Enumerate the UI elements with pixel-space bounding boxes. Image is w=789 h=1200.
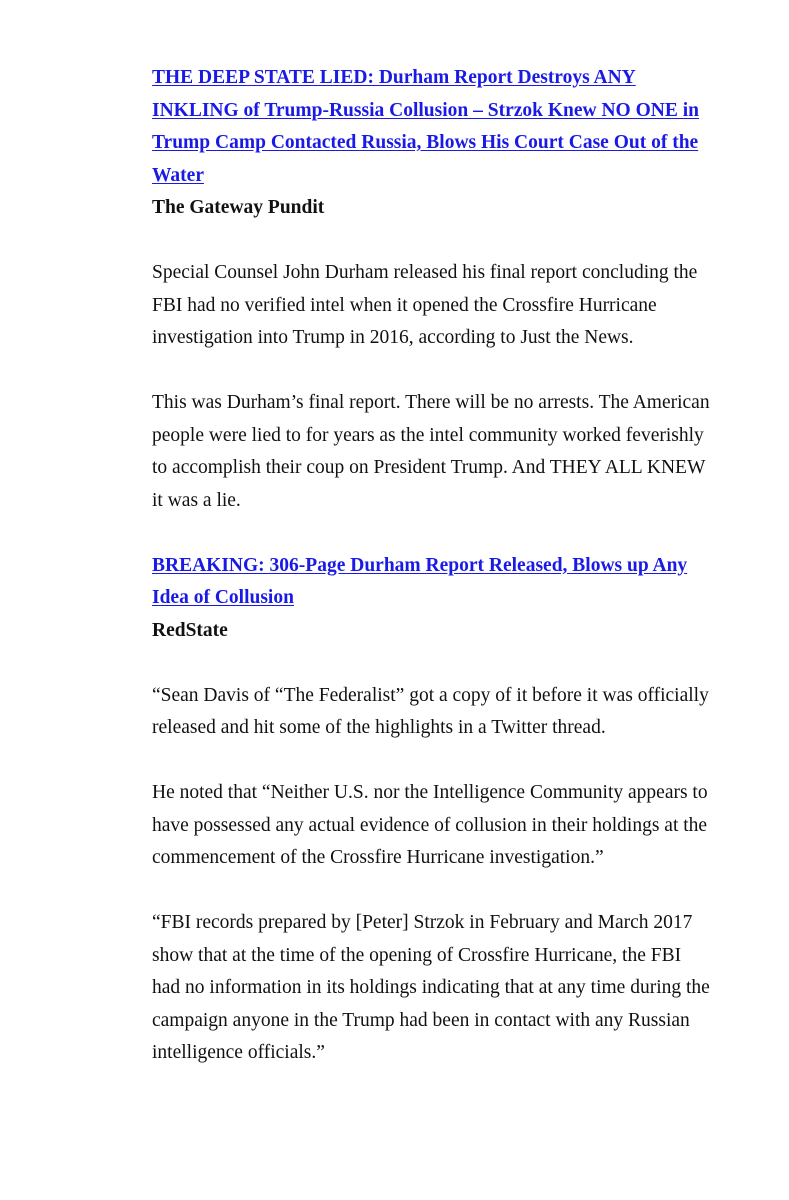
article-1 xyxy=(152,62,712,517)
article-2-paragraph-3: “FBI records prepared by [Peter] Strzok in February and March 2017 show that at the time of the opening of Crossfire Hurricane, the FBI had no information in its holdings indicating that at any time during the campaign anyone in the Trump had been in contact with any Russian intelligence officials.” xyxy=(152,912,710,1063)
article-1-paragraph-1: Special Counsel John Durham released his final report concluding the FBI had no verified intel when it opened the Crossfire Hurricane investigation into Trump in 2016, according to Just the News. xyxy=(152,262,698,348)
article-1-source: The Gateway Pundit xyxy=(152,197,325,218)
spacer xyxy=(152,875,712,908)
article-2-source: RedState xyxy=(152,619,228,641)
article-2-paragraph-2: He noted that “Neither U.S. nor the Intelligence Community appears to have possessed any actual evidence of collusion in their holdings at the commencement of the Crossfire Hurricane investigation.” xyxy=(152,782,708,868)
spacer xyxy=(152,225,712,258)
article-2-headline-link[interactable]: BREAKING: 306-Page Durham Report Released, Blows up Any Idea of Collusion xyxy=(152,554,688,608)
spacer xyxy=(152,745,712,778)
article-1-paragraph-2: This was Durham’s final report. There will be no arrests. The American people were lied to for years as the intel community worked feverishly to accomplish their coup on President Trump. And THEY ALL KNEW it was a lie. xyxy=(152,392,710,511)
article-1-headline-link[interactable]: THE DEEP STATE LIED: Durham Report Destroys ANY INKLING of Trump-Russia Collusion – Strzok Knew NO ONE in Trump Camp Contacted Russia, Blows His Court Case Out of the Water xyxy=(152,67,699,186)
article-2-paragraph-1: “Sean Davis of “The Federalist” got a copy of it before it was officially released and hit some of the highlights in a Twitter thread. xyxy=(152,684,709,738)
spacer xyxy=(152,355,712,388)
spacer xyxy=(152,647,712,680)
newsletter-body xyxy=(152,62,712,1070)
article-2 xyxy=(152,550,712,1070)
spacer xyxy=(152,517,712,550)
